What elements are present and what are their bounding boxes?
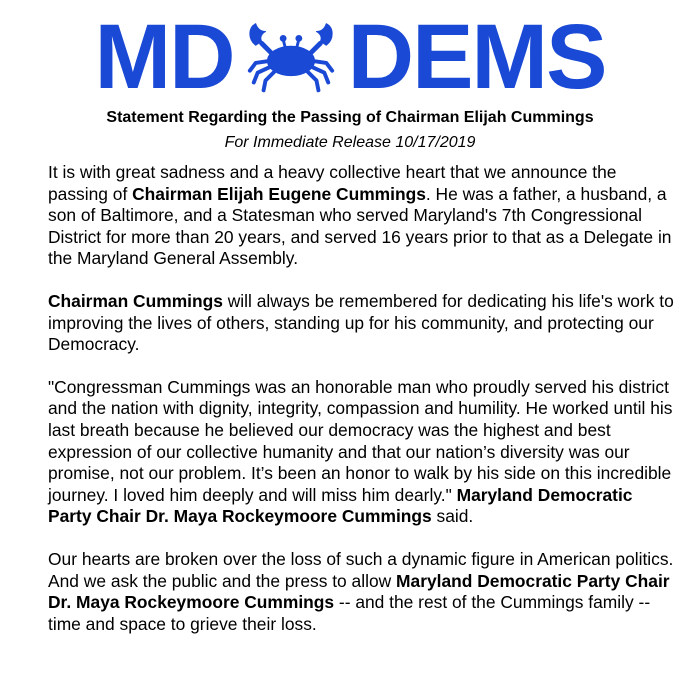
paragraph-2-bold-name: Chairman Cummings [48,290,223,311]
md-dems-logo [0,6,700,108]
release-date-line: For Immediate Release 10/17/2019 [224,134,476,151]
logo-text-dems: DEMS [347,6,606,108]
paragraph-2-text-b: will always be remembered for dedicating his life's work to improving the lives of others, standing up for his community, and protecting our Democracy. [48,290,674,355]
statement-body [48,162,676,656]
paragraph-1-text-c: . He was a father, a husband, a son of Baltimore, and a Statesman who served Maryland's 7th Congressional District for more than 20 years, and served 16 years prior to that as a Delegate in the Maryland General Assembly. [48,183,672,269]
logo-text-md: MD [94,6,234,108]
paragraph-3-text-a: "Congressman Cummings was an honorable man who proudly served his district and the nation with dignity, integrity, compassion and humility. He worked until his last breath because he believed our democracy was the highest and best expression of our collective humanity and that our nation’s diversity was our promise, not our problem. It’s been an honor to walk by his side on this incredible journey. I loved him deeply and will miss him dearly." [48,376,673,505]
paragraph-4 [48,549,676,635]
paragraph-1 [48,162,676,270]
paragraph-1-bold-name: Chairman Elijah Eugene Cummings [132,183,426,204]
paragraph-3-quote [48,377,676,528]
paragraph-1-text-a: It is with great sadness and a heavy collective heart that we announce the passing of [48,162,617,204]
statement-title: Statement Regarding the Passing of Chairman Elijah Cummings [106,109,594,126]
paragraph-2 [48,291,676,356]
crab-icon [242,17,340,97]
paragraph-3-text-c: said. [431,506,474,527]
paragraph-4-bold-name: Maryland Democratic Party Chair Dr. Maya Rockeymoore Cummings [48,570,670,613]
paragraph-4-text-a: Our hearts are broken over the loss of such a dynamic figure in American politics. And we ask the public and the press to allow [48,548,674,591]
paragraph-3-bold-attribution: Maryland Democratic Party Chair Dr. Maya Rockeymoore Cummings [48,484,633,527]
paragraph-4-text-c: -- and the rest of the Cummings family -- time and space to grieve their loss. [48,592,651,634]
